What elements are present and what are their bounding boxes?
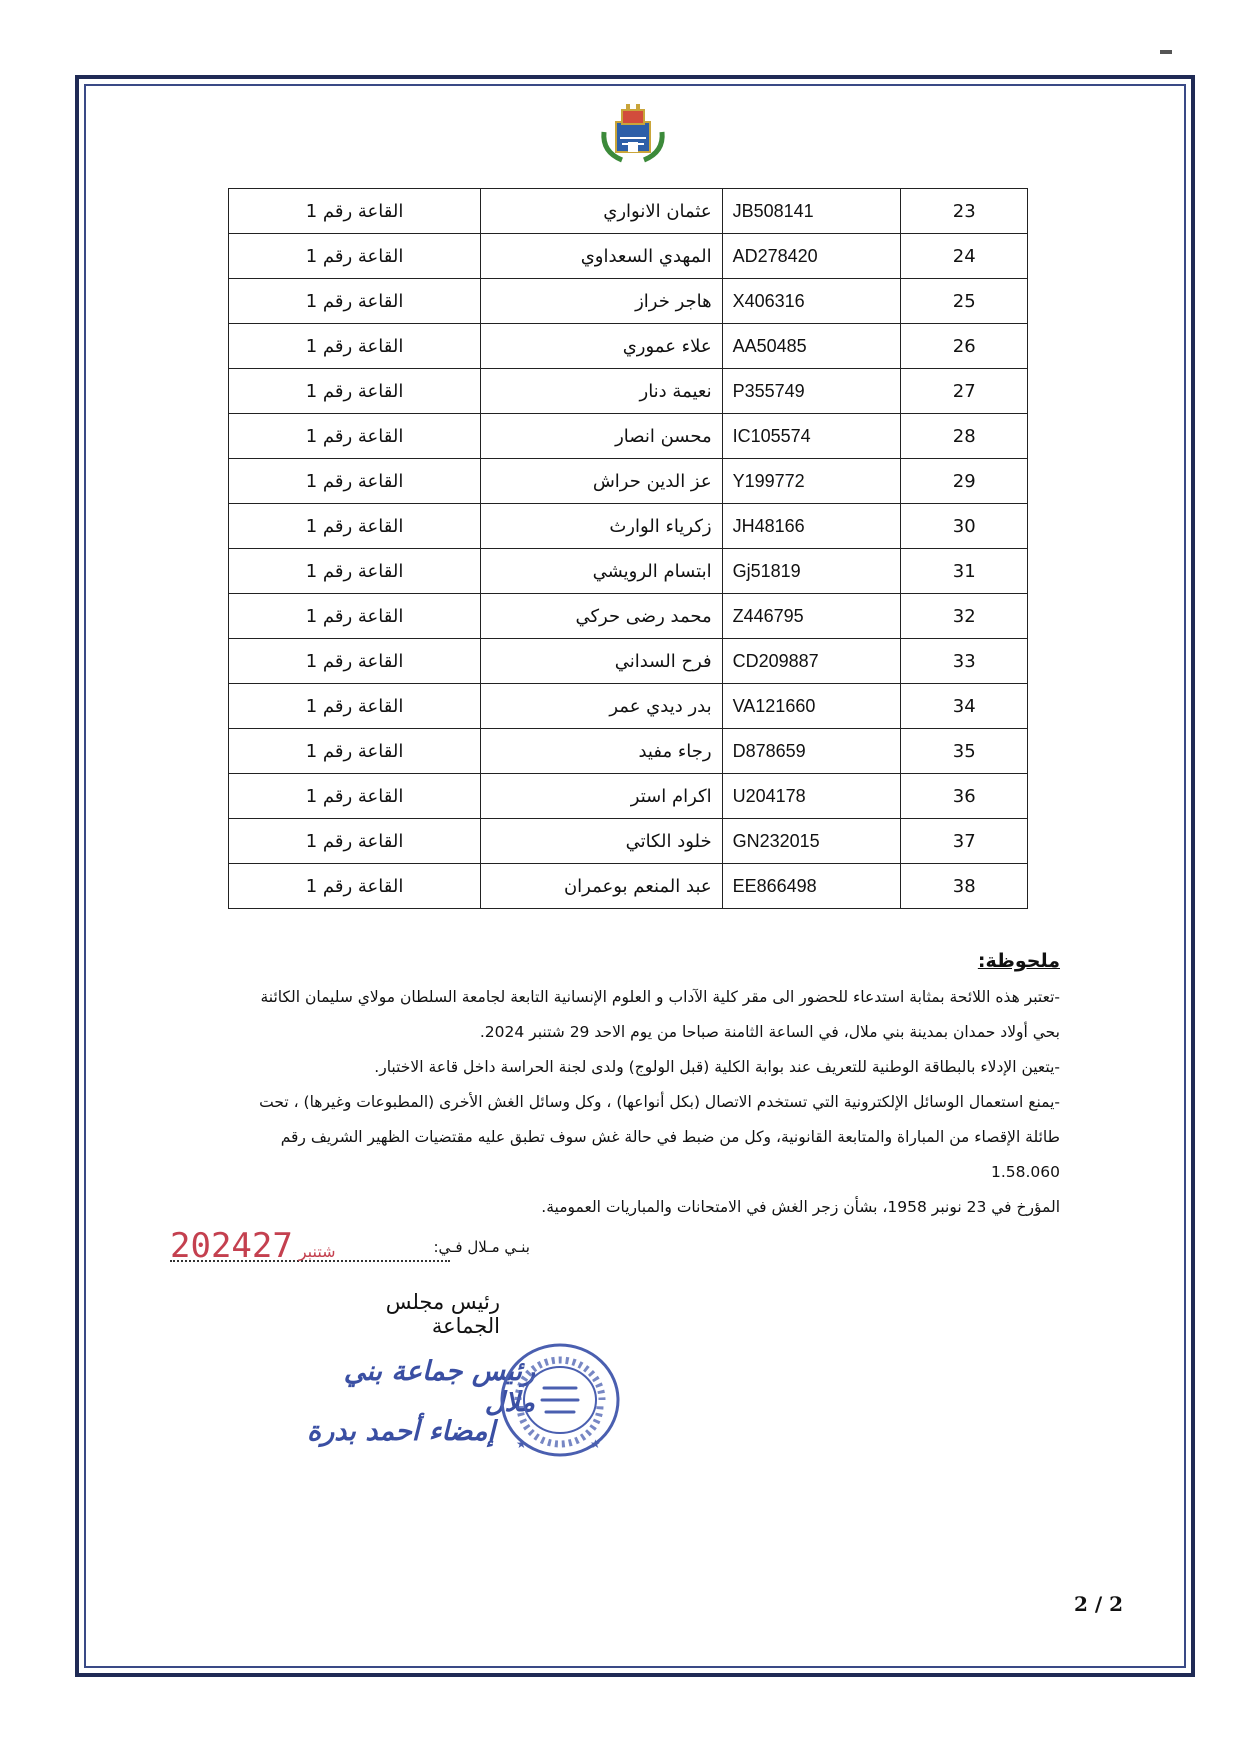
scan-mark xyxy=(1160,50,1172,54)
date-stamp-month: شتنبر xyxy=(298,1242,336,1261)
room-cell: القاعة رقم 1 xyxy=(229,549,481,594)
table-row xyxy=(229,234,1028,279)
table-row xyxy=(229,189,1028,234)
name-cell: محسن انصار xyxy=(481,414,723,459)
room-cell: القاعة رقم 1 xyxy=(229,684,481,729)
note-line: المؤرخ في 23 نونبر 1958، بشأن زجر الغش في الامتحانات والمباريات العمومية. xyxy=(541,1198,1060,1216)
table-row xyxy=(229,864,1028,909)
note-line: -يمنع استعمال الوسائل الإلكترونية التي تستخدم الاتصال (بكل أنواعها) ، وكل وسائل الغش الأخرى (المطبوعات وغيرها) ، تحت xyxy=(259,1093,1060,1111)
row-number-cell: 30 xyxy=(901,504,1028,549)
name-cell: المهدي السعداوي xyxy=(481,234,723,279)
name-cell: عثمان الانواري xyxy=(481,189,723,234)
table-row xyxy=(229,414,1028,459)
name-cell: محمد رضى حركي xyxy=(481,594,723,639)
table-row xyxy=(229,819,1028,864)
row-number-cell: 26 xyxy=(901,324,1028,369)
signature-title: رئيس جماعة بني ملال xyxy=(343,1356,535,1418)
room-cell: القاعة رقم 1 xyxy=(229,504,481,549)
row-number-cell: 25 xyxy=(901,279,1028,324)
svg-text:★: ★ xyxy=(516,1437,527,1451)
id-number-cell: AA50485 xyxy=(722,324,901,369)
room-cell: القاعة رقم 1 xyxy=(229,189,481,234)
name-cell: علاء عموري xyxy=(481,324,723,369)
note-line: بحي أولاد حمدان بمدينة بني ملال، في الساعة الثامنة صباحا من يوم الاحد 29 شتنبر 2024. xyxy=(479,1023,1060,1041)
table-row xyxy=(229,729,1028,774)
room-cell: القاعة رقم 1 xyxy=(229,279,481,324)
page-number: 2 / 2 xyxy=(1074,1592,1124,1616)
room-cell: القاعة رقم 1 xyxy=(229,459,481,504)
table-row xyxy=(229,279,1028,324)
date-stamp-day: 27 xyxy=(251,1226,293,1266)
table-row xyxy=(229,594,1028,639)
name-cell: فرح السداني xyxy=(481,639,723,684)
id-number-cell: JH48166 xyxy=(722,504,901,549)
note-line: -يتعين الإدلاء بالبطاقة الوطنية للتعريف عند بوابة الكلية (قبل الولوج) ولدى لجنة الحراسة داخل قاعة الاختبار. xyxy=(374,1058,1060,1076)
place-label: بنـي مـلال فـي: xyxy=(433,1238,530,1256)
council-president-title: رئيس مجلس الجماعة xyxy=(385,1290,500,1338)
name-cell: نعيمة دنار xyxy=(481,369,723,414)
name-cell: خلود الكاتي xyxy=(481,819,723,864)
candidates-table xyxy=(228,188,1028,909)
id-number-cell: VA121660 xyxy=(722,684,901,729)
room-cell: القاعة رقم 1 xyxy=(229,864,481,909)
name-cell: اكرام استر xyxy=(481,774,723,819)
row-number-cell: 37 xyxy=(901,819,1028,864)
row-number-cell: 29 xyxy=(901,459,1028,504)
table-row xyxy=(229,504,1028,549)
place-and-date xyxy=(170,1226,530,1276)
id-number-cell: Z446795 xyxy=(722,594,901,639)
note-section xyxy=(220,950,1060,1225)
room-cell: القاعة رقم 1 xyxy=(229,729,481,774)
id-number-cell: GN232015 xyxy=(722,819,901,864)
id-number-cell: U204178 xyxy=(722,774,901,819)
note-line: -تعتبر هذه اللائحة بمثابة استدعاء للحضور الى مقر كلية الآداب و العلوم الإنسانية التابعة لجامعة السلطان مولاي سليمان الكائنة xyxy=(260,988,1060,1006)
id-number-cell: EE866498 xyxy=(722,864,901,909)
id-number-cell: JB508141 xyxy=(722,189,901,234)
table-row xyxy=(229,684,1028,729)
room-cell: القاعة رقم 1 xyxy=(229,774,481,819)
municipality-emblem xyxy=(598,102,668,164)
id-number-cell: Y199772 xyxy=(722,459,901,504)
id-number-cell: X406316 xyxy=(722,279,901,324)
row-number-cell: 32 xyxy=(901,594,1028,639)
note-line: طائلة الإقصاء من المباراة والمتابعة القانونية، وكل من ضبط في حالة غش سوف تطبق عليه مقتضيات الظهير الشريف رقم 1.58.060 xyxy=(280,1128,1060,1181)
id-number-cell: CD209887 xyxy=(722,639,901,684)
svg-text:★: ★ xyxy=(590,1437,601,1451)
row-number-cell: 33 xyxy=(901,639,1028,684)
row-number-cell: 35 xyxy=(901,729,1028,774)
id-number-cell: Gj51819 xyxy=(722,549,901,594)
room-cell: القاعة رقم 1 xyxy=(229,234,481,279)
name-cell: هاجر خراز xyxy=(481,279,723,324)
official-seal xyxy=(498,1340,622,1460)
table-row xyxy=(229,774,1028,819)
note-title: ملحوظة: xyxy=(977,950,1060,972)
row-number-cell: 31 xyxy=(901,549,1028,594)
name-cell: عبد المنعم بوعمران xyxy=(481,864,723,909)
id-number-cell: AD278420 xyxy=(722,234,901,279)
room-cell: القاعة رقم 1 xyxy=(229,639,481,684)
table-row xyxy=(229,639,1028,684)
id-number-cell: P355749 xyxy=(722,369,901,414)
date-stamp xyxy=(170,1226,342,1266)
name-cell: رجاء مفيد xyxy=(481,729,723,774)
table-row xyxy=(229,369,1028,414)
row-number-cell: 34 xyxy=(901,684,1028,729)
table-row xyxy=(229,549,1028,594)
name-cell: عز الدين حراش xyxy=(481,459,723,504)
row-number-cell: 24 xyxy=(901,234,1028,279)
room-cell: القاعة رقم 1 xyxy=(229,594,481,639)
room-cell: القاعة رقم 1 xyxy=(229,369,481,414)
row-number-cell: 36 xyxy=(901,774,1028,819)
row-number-cell: 23 xyxy=(901,189,1028,234)
room-cell: القاعة رقم 1 xyxy=(229,819,481,864)
table-row xyxy=(229,459,1028,504)
name-cell: بدر ديدي عمر xyxy=(481,684,723,729)
row-number-cell: 28 xyxy=(901,414,1028,459)
date-stamp-year: 2024 xyxy=(170,1226,252,1266)
id-number-cell: IC105574 xyxy=(722,414,901,459)
signature-name: إمضاء أحمد بدرة xyxy=(307,1416,495,1447)
row-number-cell: 27 xyxy=(901,369,1028,414)
name-cell: ابتسام الرويشي xyxy=(481,549,723,594)
name-cell: زكرياء الوارث xyxy=(481,504,723,549)
room-cell: القاعة رقم 1 xyxy=(229,414,481,459)
room-cell: القاعة رقم 1 xyxy=(229,324,481,369)
candidates-table-body xyxy=(229,189,1028,909)
row-number-cell: 38 xyxy=(901,864,1028,909)
table-row xyxy=(229,324,1028,369)
id-number-cell: D878659 xyxy=(722,729,901,774)
